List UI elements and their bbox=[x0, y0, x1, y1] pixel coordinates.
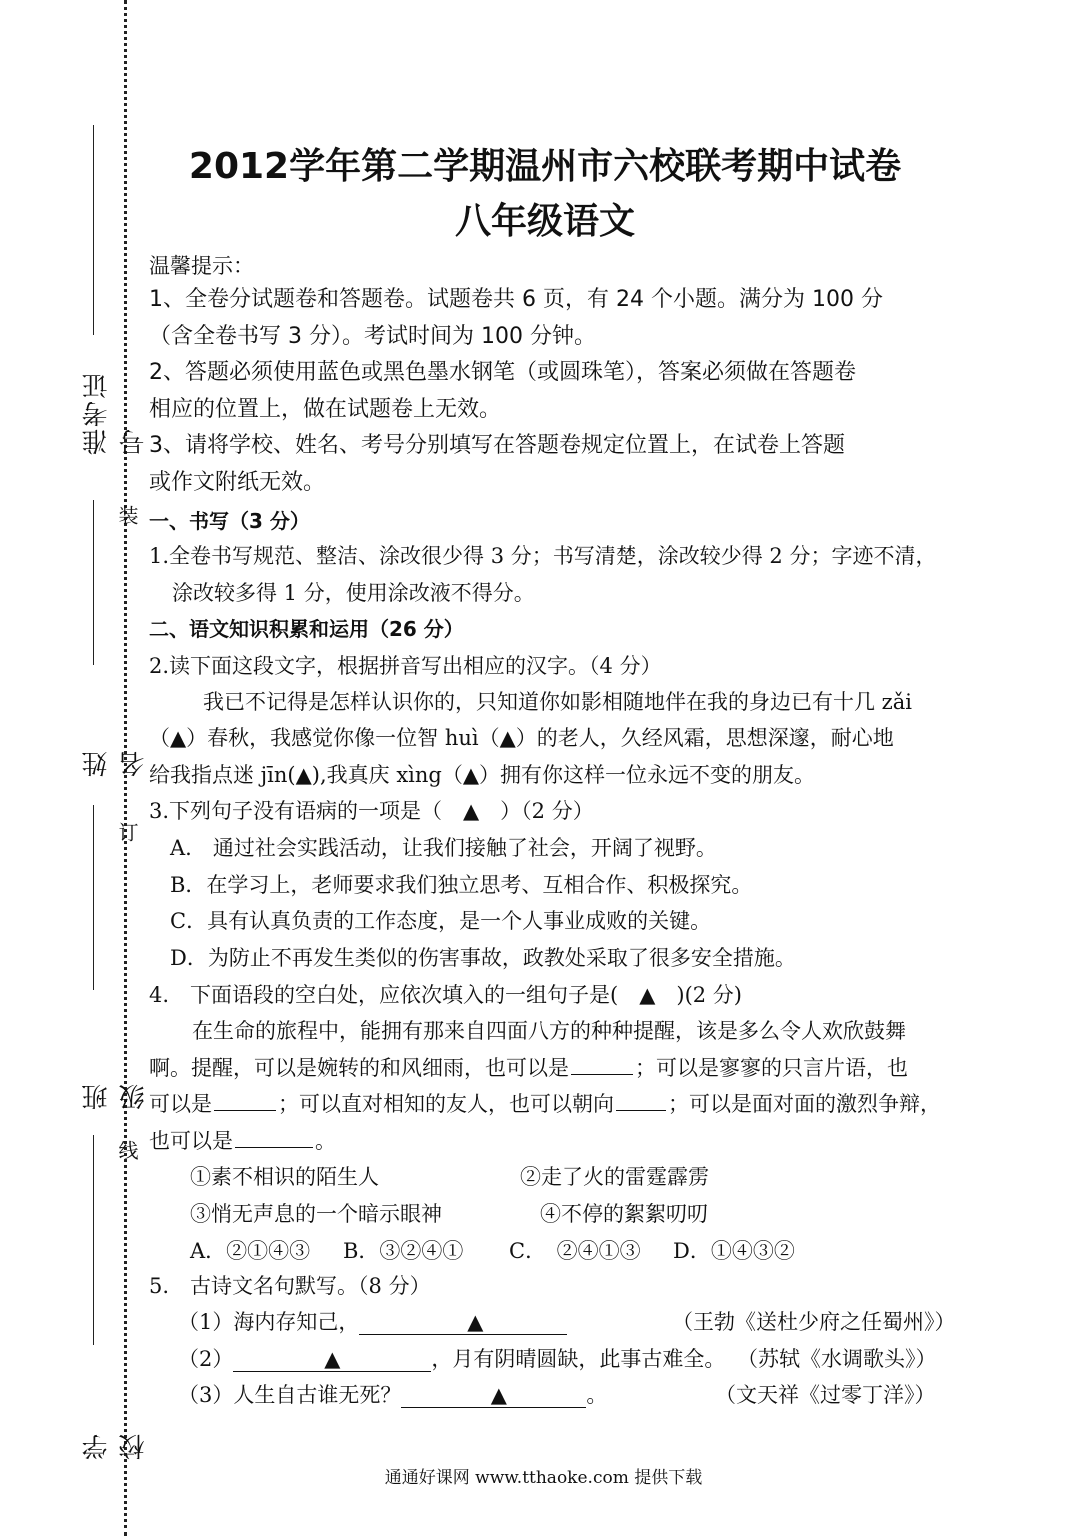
q4-option-4: ④不停的絮絮叨叨 bbox=[540, 1202, 708, 1226]
q3-option-b: B．在学习上，老师要求我们独立思考、互相合作、积极探究。 bbox=[170, 873, 753, 897]
section1-heading: 一、书写（3 分） bbox=[149, 509, 310, 533]
q5-blank-1[interactable] bbox=[359, 1310, 567, 1335]
triangle-marker: ▲ bbox=[467, 1310, 484, 1334]
q5-stem: 5. 古诗文名句默写。（8 分） bbox=[149, 1274, 431, 1298]
q5-item-2: （2） ▲ ，月有阴晴圆缺，此事古难全。 bbox=[178, 1347, 726, 1371]
q4-blank-1[interactable] bbox=[571, 1054, 633, 1075]
section2-heading: 二、语文知识积累和运用（26 分） bbox=[149, 617, 464, 641]
binding-mark-ding: 订 bbox=[115, 822, 139, 842]
q4-para-1: 在生命的旅程中，能拥有那来自四面八方的种种提醒，该是多么令人欢欣鼓舞 bbox=[192, 1019, 906, 1043]
q5-source-2: （苏轼《水调歌头》） bbox=[737, 1347, 937, 1371]
q5-blank-3[interactable] bbox=[401, 1383, 586, 1408]
q3-stem: 3.下列句子没有语病的一项是（ ▲ ）（2 分） bbox=[149, 799, 594, 823]
q4-option-1: ①素不相识的陌生人 bbox=[190, 1165, 379, 1189]
q4-para-4: 也可以是 。 bbox=[149, 1129, 336, 1153]
q4-blank-4[interactable] bbox=[235, 1127, 313, 1148]
name-label: 姓 名 bbox=[82, 729, 149, 777]
name-line bbox=[93, 500, 94, 665]
q3-option-a: A. 通过社会实践活动，让我们接触了社会，开阔了视野。 bbox=[170, 836, 717, 860]
q3-option-d: D．为防止不再发生类似的伤害事故，政教处采取了很多安全措施。 bbox=[170, 946, 796, 970]
tips-heading: 温馨提示： bbox=[149, 254, 254, 278]
q5-source-3: （文天祥《过零丁洋》） bbox=[715, 1383, 936, 1407]
tip-3b: 或作文附纸无效。 bbox=[149, 470, 326, 495]
q1-line-b: 涂改较多得 1 分，使用涂改液不得分。 bbox=[172, 581, 535, 605]
class-line bbox=[93, 805, 94, 990]
q4-option-2: ②走了火的雷霆霹雳 bbox=[520, 1165, 709, 1189]
tip-1a: 1、全卷分试题卷和答题卷。试题卷共 6 页，有 24 个小题。满分为 100 分 bbox=[149, 287, 883, 312]
q4-choice-a: A．②①④③ bbox=[190, 1239, 311, 1263]
q4-choice-c: C． ②④①③ bbox=[509, 1239, 641, 1263]
class-label: 班 级 bbox=[82, 1062, 149, 1110]
tip-1b: （含全卷书写 3 分）。考试时间为 100 分钟。 bbox=[149, 324, 596, 349]
tip-3a: 3、请将学校、姓名、考号分别填写在答题卷规定位置上，在试卷上答题 bbox=[149, 433, 845, 458]
q4-choice-d: D．①④③② bbox=[673, 1239, 795, 1263]
triangle-marker: ▲ bbox=[324, 1347, 341, 1371]
q4-blank-2[interactable] bbox=[214, 1090, 276, 1111]
school-label: 学 校 bbox=[82, 1412, 149, 1460]
school-line bbox=[93, 1135, 94, 1345]
q2-para-3: 给我指点迷 jīn(▲),我真庆 xìng（▲）拥有你这样一位永远不变的朋友。 bbox=[149, 763, 815, 787]
binding-mark-zhuang: 装 bbox=[115, 505, 139, 525]
q5-source-1: （王勃《送杜少府之任蜀州》） bbox=[672, 1310, 956, 1334]
q5-blank-2[interactable] bbox=[233, 1347, 431, 1372]
q4-option-3: ③悄无声息的一个暗示眼神 bbox=[190, 1202, 442, 1226]
q5-item-1: （1）海内存知己， ▲ bbox=[178, 1306, 567, 1336]
triangle-marker: ▲ bbox=[490, 1383, 507, 1407]
tip-2b: 相应的位置上，做在试题卷上无效。 bbox=[149, 397, 502, 422]
tip-2a: 2、答题必须使用蓝色或黑色墨水钢笔（或圆珠笔），答案必须做在答题卷 bbox=[149, 360, 856, 385]
q4-para-2: 啊。提醒，可以是婉转的和风细雨，也可以是 ；可以是寥寥的只言片语，也 bbox=[149, 1056, 908, 1080]
page-title: 2012学年第二学期温州市六校联考期中试卷 bbox=[188, 146, 902, 187]
page-subtitle: 八年级语文 bbox=[454, 201, 635, 242]
q3-option-c: C．具有认真负责的工作态度，是一个人事业成败的关键。 bbox=[170, 909, 712, 933]
page-footer: 通通好课网 www.tthaoke.com 提供下载 bbox=[384, 1468, 703, 1488]
q4-blank-3[interactable] bbox=[616, 1090, 666, 1111]
q2-para-2: （▲）春秋，我感觉你像一位智 huì（▲）的老人，久经风霜，思想深邃，耐心地 bbox=[149, 726, 894, 750]
q2-stem: 2.读下面这段文字，根据拼音写出相应的汉字。（4 分） bbox=[149, 654, 662, 678]
q5-item-3: （3）人生自古谁无死？ ▲ 。 bbox=[178, 1383, 608, 1407]
binding-mark-xian: 线 bbox=[115, 1140, 139, 1160]
q1-line-a: 1.全卷书写规范、整洁、涂改很少得 3 分；书写清楚，涂改较少得 2 分；字迹不清， bbox=[149, 544, 937, 568]
q4-para-3: 可以是 ；可以直对相知的友人，也可以朝向 ；可以是面对面的激烈争辩， bbox=[149, 1092, 941, 1116]
q4-stem: 4. 下面语段的空白处，应依次填入的一组句子是( ▲ )(2 分) bbox=[149, 983, 742, 1007]
q2-para-1: 我已不记得是怎样认识你的，只知道你如影相随地伴在我的身边已有十几 zǎi bbox=[203, 690, 912, 714]
exam-number-line bbox=[93, 125, 94, 335]
exam-number-label: 准考证号 bbox=[82, 371, 149, 455]
q4-choice-b: B．③②④① bbox=[343, 1239, 464, 1263]
